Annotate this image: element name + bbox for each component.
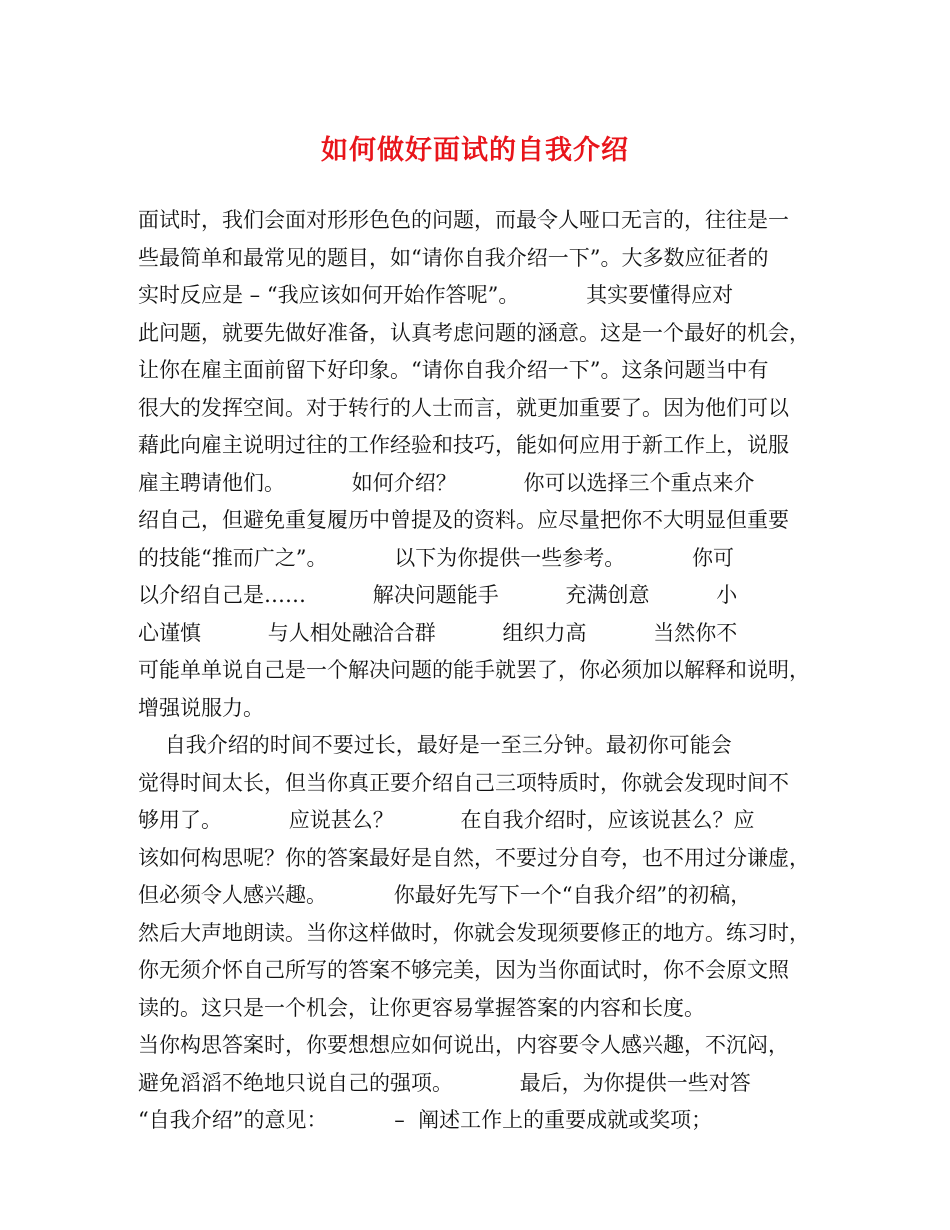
body-line: 心谨慎 与人相处融洽合群 组织力高 当然你不 <box>138 620 738 645</box>
body-line: 可能单单说自己是一个解决问题的能手就罢了，你必须加以解释和说明， <box>138 658 810 682</box>
body-line: 觉得时间太长，但当你真正要介绍自己三项特质时，你就会发现时间不 <box>138 770 789 795</box>
body-line: 该如何构思呢？你的答案最好是自然，不要过分自夸，也不用过分谦虚， <box>138 845 810 870</box>
body-line: 的技能“推而广之”。 以下为你提供一些参考。 你可 <box>138 545 734 570</box>
document-body <box>138 202 828 1140</box>
body-line: 但必须令人感兴趣。 你最好先写下一个“自我介绍”的初稿， <box>138 883 752 907</box>
body-line: 此问题，就要先做好准备，认真考虑问题的涵意。这是一个最好的机会， <box>138 320 810 345</box>
body-line: 然后大声地朗读。当你这样做时，你就会发现须要修正的地方。练习时， <box>138 920 810 945</box>
body-line: 自我介绍的时间不要过长，最好是一至三分钟。最初你可能会 <box>138 733 732 757</box>
body-line: 当你构思答案时，你要想想应如何说出，内容要令人感兴趣，不沉闷， <box>138 1033 789 1057</box>
body-line: 让你在雇主面前留下好印象。“请你自我介绍一下”。这条问题当中有 <box>138 358 769 382</box>
body-line: 避免滔滔不绝地只说自己的强项。 最后，为你提供一些对答 <box>138 1070 751 1095</box>
body-line: 读的。这只是一个机会，让你更容易掌握答案的内容和长度。 <box>138 995 705 1020</box>
body-line: 你无须介怀自己所写的答案不够完美，因为当你面试时，你不会原文照 <box>138 958 789 982</box>
body-line: 增强说服力。 <box>138 695 264 720</box>
body-line: 够用了。 应说甚么？ 在自我介绍时，应该说甚么？应 <box>138 808 755 832</box>
body-line: 绍自己，但避免重复履历中曾提及的资料。应尽量把你不大明显但重要 <box>138 508 789 532</box>
body-line: 很大的发挥空间。对于转行的人士而言，就更加重要了。因为他们可以 <box>138 395 789 420</box>
body-line: 实时反应是 – “我应该如何开始作答呢”。 其实要懂得应对 <box>138 283 734 307</box>
body-line: 雇主聘请他们。 如何介绍？ 你可以选择三个重点来介 <box>138 470 755 495</box>
body-line: “自我介绍”的意见： – 阐述工作上的重要成就或奖项； <box>138 1108 713 1132</box>
body-line: 些最简单和最常见的题目，如“请你自我介绍一下”。大多数应征者的 <box>138 245 769 270</box>
body-line: 面试时，我们会面对形形色色的问题，而最令人哑口无言的，往往是一 <box>138 208 789 232</box>
document-title: 如何做好面试的自我介绍 <box>321 135 629 166</box>
body-line: 藉此向雇主说明过往的工作经验和技巧，能如何应用于新工作上，说服 <box>138 433 789 457</box>
body-line: 以介绍自己是…… 解决问题能手 充满创意 小 <box>138 583 738 607</box>
